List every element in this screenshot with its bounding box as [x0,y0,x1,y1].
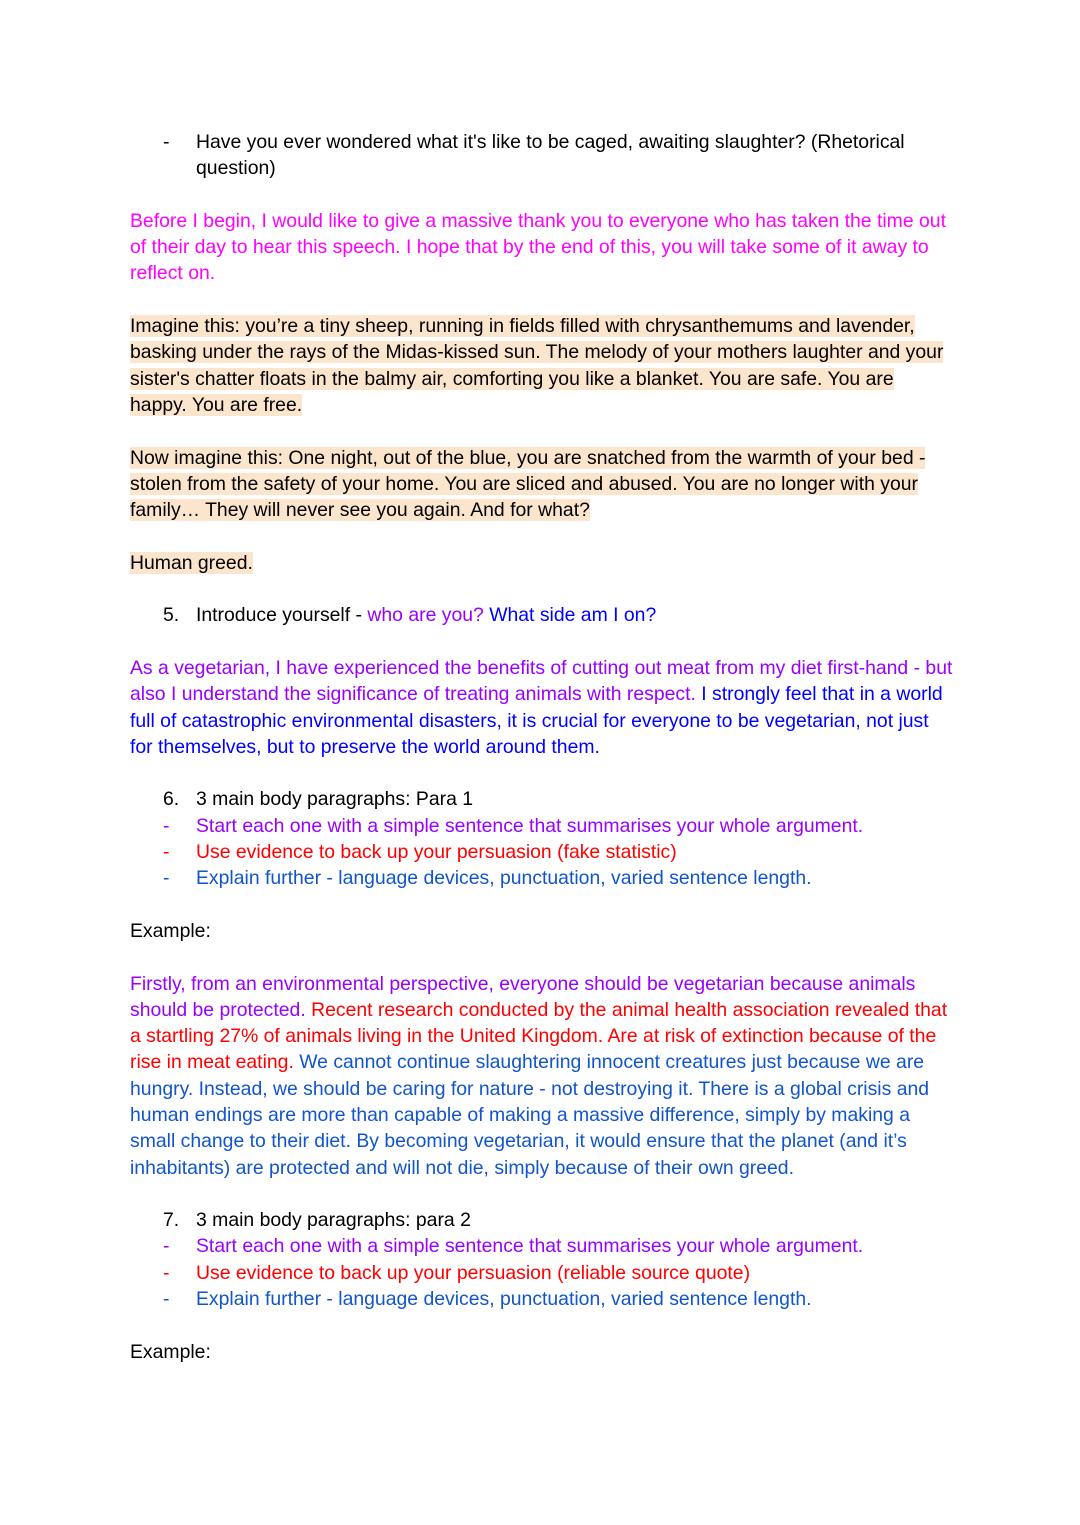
example-label: Example: [130,919,211,942]
list-number: 6. [163,788,180,811]
highlighted-text: Imagine this: you’re a tiny sheep, running in fields filled with chrysanthemums and lavender, basking under the rays of the Midas-kissed sun. The melody of your mothers laughter and your sister's chatter floats in the balmy air, comforting you like a blanket. You are safe. You are happy. You are free. [130,315,944,416]
sub-bullet [130,1286,954,1312]
greed-paragraph [130,550,954,576]
highlighted-text: Now imagine this: One night, out of the blue, you are snatched from the warmth of your bed - stolen from the safety of your home. You are sliced and abused. You are no longer with your family… They will never see you again. And for what? [130,446,926,522]
sub-bullet [130,839,954,865]
bullet-text: Use evidence to back up your persuasion (fake statistic) [196,841,677,864]
imagine-paragraph-1 [130,313,954,418]
sub-bullet [130,865,954,891]
example-part-b: Recent research conducted by the animal health association revealed that a startling 27% of animals living in the United Kingdom. Are at risk of extinction because of the rise in meat eating. [130,998,948,1074]
example-part-c: We cannot continue slaughtering innocent creatures just because we are hungry. Instead, we should be caring for nature - not destroying it. There is a global crisis and human endings are more than capable of making a massive difference, simply by making a small change to their diet. By becoming vegetarian, it would ensure that the planet (and it’s inhabitants) are protected and will not die, simply because of their own greed. [130,1051,930,1179]
bullet-marker: - [163,131,170,153]
bullet-marker: - [163,1235,170,1258]
bullet-marker: - [163,1261,170,1284]
bullet-text: Explain further - language devices, punctuation, varied sentence length. [196,1288,812,1311]
intro-paragraph [130,655,954,760]
sub-bullet [130,813,954,839]
bullet-marker: - [163,814,170,837]
sub-bullet [130,1233,954,1259]
intro-part-a: As a vegetarian, I have experienced the benefits of cutting out meat from my diet first-hand - but also I understand the significance of treating animals with respect. [130,656,953,706]
list-item-7 [130,1207,954,1233]
bullet-marker: - [163,1288,170,1311]
intro-part-b: I strongly feel that in a world full of catastrophic environmental disasters, it is crucial for everyone to be vegetarian, not just for themselves, but to preserve the world around them. [130,683,943,758]
bullet-text: Explain further - language devices, punctuation, varied sentence length. [196,867,812,890]
bullet-text: Have you ever wondered what it's like to be caged, awaiting slaughter? (Rhetorical question) [196,131,905,180]
bullet-text: Start each one with a simple sentence that summarises your whole argument. [196,814,864,837]
thanks-paragraph: Before I begin, I would like to give a massive thank you to everyone who has taken the time out of their day to hear this speech. I hope that by the end of this, you will take some of it away to reflect on. [130,209,946,285]
item-text-purple: who are you? [367,604,490,627]
list-item-6 [130,786,954,812]
example-part-a: Firstly, from an environmental perspective, everyone should be vegetarian because animals should be protected. [130,972,916,1021]
item-text: 3 main body paragraphs: para 2 [196,1209,471,1232]
document-page [130,129,954,1391]
item-text-blue: What side am I on? [489,604,657,627]
highlighted-text: Human greed. [130,551,253,574]
bullet-text: Use evidence to back up your persuasion (reliable source quote) [196,1261,751,1284]
bullet-text: Start each one with a simple sentence that summarises your whole argument. [196,1235,864,1258]
example-label-2: Example: [130,1340,211,1363]
list-number: 5. [163,604,180,627]
bullet-marker: - [163,841,170,864]
rhetorical-question-bullet [130,129,954,182]
example-paragraph-1 [130,971,954,1181]
imagine-paragraph-2 [130,445,954,524]
list-item-5 [130,602,954,628]
item-text: 3 main body paragraphs: Para 1 [196,788,474,811]
item-text: Introduce yourself - [196,604,368,627]
bullet-marker: - [163,867,170,890]
list-number: 7. [163,1209,180,1232]
sub-bullet [130,1260,954,1286]
